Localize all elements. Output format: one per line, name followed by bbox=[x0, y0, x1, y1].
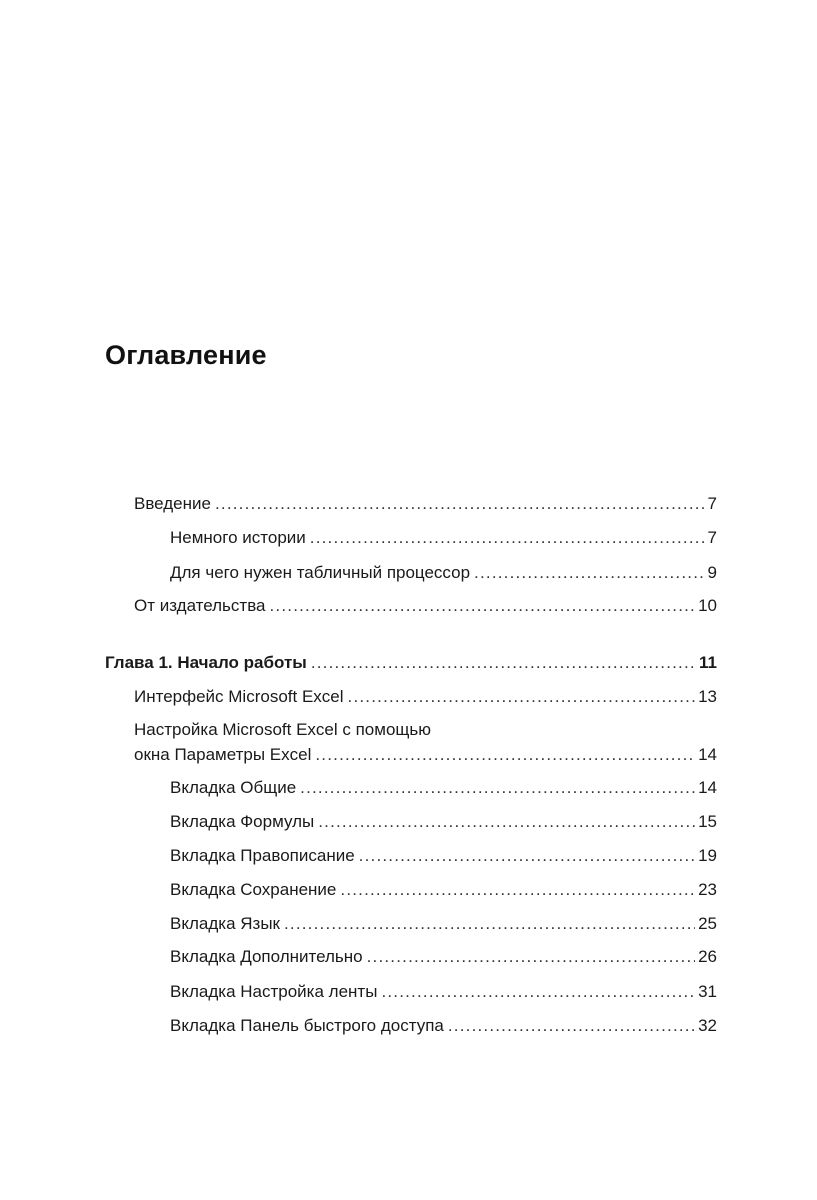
toc-page-number: 7 bbox=[707, 494, 717, 513]
toc-entry-label: Вкладка Панель быстрого доступа bbox=[170, 1016, 444, 1035]
toc-page-number: 26 bbox=[698, 947, 717, 966]
toc-entry-label: Вкладка Правописание bbox=[170, 846, 355, 865]
toc-dot-leader bbox=[340, 879, 695, 901]
toc-dot-leader bbox=[348, 686, 696, 708]
toc-page-number: 11 bbox=[699, 653, 717, 672]
toc-entry-label: Введение bbox=[134, 494, 211, 513]
toc-dot-leader bbox=[381, 981, 695, 1003]
toc-entry-excel-interface[interactable] bbox=[134, 686, 717, 708]
toc-entry-excel-settings[interactable] bbox=[134, 719, 717, 766]
toc-page-number: 31 bbox=[698, 982, 717, 1001]
toc-entry-label: Вкладка Настройка ленты bbox=[170, 982, 378, 1001]
toc-entry-label: Вкладка Общие bbox=[170, 778, 297, 797]
toc-entry-label-line1: Настройка Microsoft Excel с помощью bbox=[134, 720, 432, 739]
toc-entry-tab-quick-access[interactable] bbox=[170, 1015, 717, 1037]
toc-dot-leader bbox=[311, 652, 696, 674]
toc-dot-leader bbox=[300, 777, 695, 799]
toc-entry-from-publisher[interactable] bbox=[134, 595, 717, 617]
toc-page-number: 25 bbox=[698, 914, 717, 933]
toc-entry-tab-advanced[interactable] bbox=[170, 946, 717, 968]
toc-dot-leader bbox=[270, 595, 696, 617]
page-title: Оглавление bbox=[105, 340, 267, 370]
toc-entry-tab-formulas[interactable] bbox=[170, 811, 717, 833]
toc-entry-label-line2: окна Параметры Excel bbox=[134, 745, 312, 764]
toc-dot-leader bbox=[448, 1015, 695, 1037]
toc-entry-label: Вкладка Сохранение bbox=[170, 880, 337, 899]
toc-entry-label: Интерфейс Microsoft Excel bbox=[134, 687, 344, 706]
toc-page-number: 14 bbox=[698, 778, 717, 797]
toc-page-number: 9 bbox=[707, 563, 717, 582]
toc-dot-leader bbox=[359, 845, 695, 867]
toc-page-number: 23 bbox=[698, 880, 717, 899]
toc-entry-chapter-1[interactable] bbox=[105, 652, 717, 674]
toc-dot-leader bbox=[367, 946, 695, 968]
toc-page-number: 7 bbox=[707, 528, 717, 547]
toc-entry-label: Вкладка Формулы bbox=[170, 812, 315, 831]
toc-page-number: 19 bbox=[698, 846, 717, 865]
toc-dot-leader bbox=[215, 493, 705, 515]
toc-dot-leader bbox=[310, 527, 705, 549]
toc-dot-leader bbox=[318, 811, 695, 833]
toc-entry-label: Для чего нужен табличный процессор bbox=[170, 563, 471, 582]
toc-entry-history[interactable] bbox=[170, 527, 717, 549]
toc-entry-tab-general[interactable] bbox=[170, 777, 717, 799]
toc-page-number: 10 bbox=[698, 596, 717, 615]
toc-entry-label: Вкладка Дополнительно bbox=[170, 947, 363, 966]
toc-entry-label: От издательства bbox=[134, 596, 266, 615]
toc-page-number: 32 bbox=[698, 1016, 717, 1035]
toc-entry-spreadsheet-purpose[interactable] bbox=[170, 562, 717, 584]
toc-entry-label: Глава 1. Начало работы bbox=[105, 653, 307, 672]
toc-entry-tab-save[interactable] bbox=[170, 879, 717, 901]
toc-entry-introduction[interactable] bbox=[134, 493, 717, 515]
toc-page-number: 13 bbox=[698, 687, 717, 706]
toc-dot-leader bbox=[315, 744, 695, 766]
toc-dot-leader bbox=[284, 913, 695, 935]
toc-page-number: 14 bbox=[698, 745, 717, 764]
toc-entry-tab-customize-ribbon[interactable] bbox=[170, 981, 717, 1003]
toc-entry-label: Вкладка Язык bbox=[170, 914, 280, 933]
toc-entry-line2 bbox=[134, 744, 717, 766]
toc-page-number: 15 bbox=[698, 812, 717, 831]
toc-dot-leader bbox=[474, 562, 704, 584]
toc-entry-tab-language[interactable] bbox=[170, 913, 717, 935]
toc-entry-tab-proofing[interactable] bbox=[170, 845, 717, 867]
toc-entry-label: Немного истории bbox=[170, 528, 306, 547]
